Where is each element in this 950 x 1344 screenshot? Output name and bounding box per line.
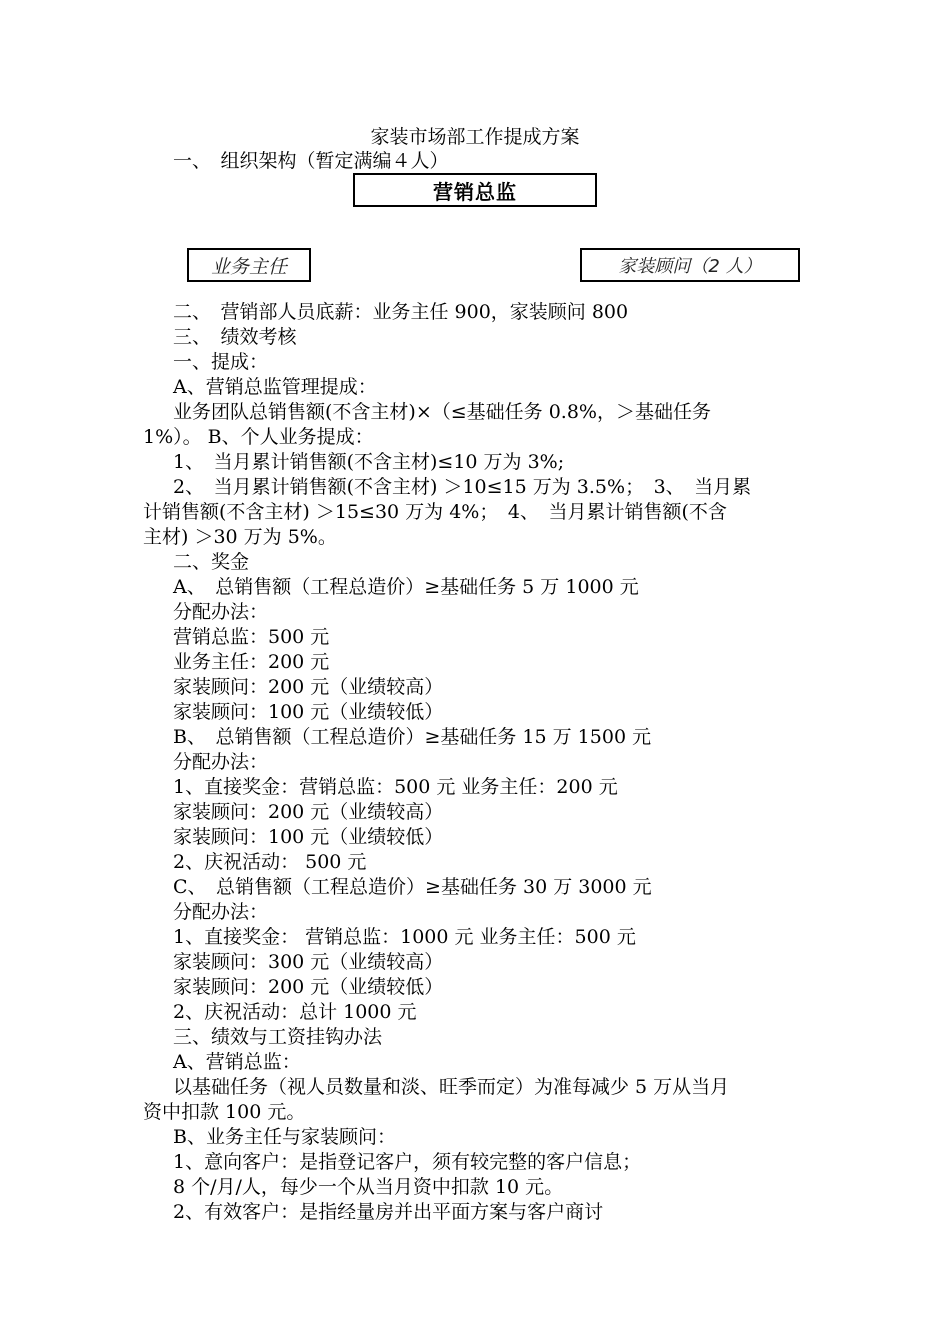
doc-line: 2、 当月累计销售额(不含主材) ＞10≤15 万为 3.5%； 3、 当月累 — [173, 476, 752, 498]
doc-line: 业务团队总销售额(不含主材)×（≤基础任务 0.8%，＞基础任务 — [173, 401, 711, 423]
org-heading: 一、 组织架构（暂定满编４人） — [173, 150, 449, 172]
doc-line: 2、庆祝活动：总计 1000 元 — [173, 1001, 417, 1023]
doc-line: 三、绩效与工资挂钩办法 — [173, 1026, 383, 1048]
doc-line: 资中扣款 100 元。 — [143, 1101, 306, 1123]
org-box-home-consultant: 家装顾问（2 人） — [580, 248, 800, 282]
doc-line: 计销售额(不含主材) ＞15≤30 万为 4%； 4、 当月累计销售额(不含 — [143, 501, 727, 523]
doc-line: 营销总监：500 元 — [173, 626, 330, 648]
doc-line: 2、庆祝活动： 500 元 — [173, 851, 367, 873]
doc-line: 家装顾问：200 元（业绩较低） — [173, 976, 444, 998]
doc-line: 家装顾问：100 元（业绩较低） — [173, 701, 444, 723]
doc-line: 二、奖金 — [173, 551, 250, 573]
doc-line: A、营销总监管理提成： — [173, 376, 377, 398]
doc-line: A、营销总监： — [173, 1051, 301, 1073]
doc-line: B、业务主任与家装顾问： — [173, 1126, 396, 1148]
doc-line: B、 总销售额（工程总造价）≥基础任务 15 万 1500 元 — [173, 726, 652, 748]
doc-line: A、 总销售额（工程总造价）≥基础任务 5 万 1000 元 — [173, 576, 639, 598]
doc-line: 分配办法： — [173, 751, 269, 773]
doc-line: 8 个/月/人，每少一个从当月资中扣款 10 元。 — [173, 1176, 564, 1198]
doc-line: 二、 营销部人员底薪：业务主任 900，家装顾问 800 — [173, 301, 629, 323]
doc-line: 1、直接奖金：营销总监：500 元 业务主任：200 元 — [173, 776, 618, 798]
doc-line: 主材) ＞30 万为 5%。 — [143, 526, 337, 548]
doc-line: 业务主任：200 元 — [173, 651, 330, 673]
doc-line: 家装顾问：200 元（业绩较高） — [173, 676, 444, 698]
doc-line: 家装顾问：300 元（业绩较高） — [173, 951, 444, 973]
org-box-marketing-director: 营销总监 — [353, 173, 597, 207]
org-box-business-supervisor: 业务主任 — [187, 248, 311, 282]
doc-line: 1%）。 B、个人业务提成： — [143, 426, 374, 448]
doc-line: 分配办法： — [173, 601, 269, 623]
doc-line: 2、有效客户：是指经量房并出平面方案与客户商讨 — [173, 1201, 604, 1223]
doc-line: C、 总销售额（工程总造价）≥基础任务 30 万 3000 元 — [173, 876, 652, 898]
doc-line: 一、提成： — [173, 351, 269, 373]
doc-line: 三、 绩效考核 — [173, 326, 297, 348]
doc-line: 1、 当月累计销售额(不含主材)≤10 万为 3%; — [173, 451, 565, 473]
doc-line: 分配办法： — [173, 901, 269, 923]
doc-line: 1、意向客户：是指登记客户，须有较完整的客户信息； — [173, 1151, 642, 1173]
document-title: 家装市场部工作提成方案 — [370, 126, 580, 148]
doc-line: 家装顾问：200 元（业绩较高） — [173, 801, 444, 823]
doc-line: 家装顾问：100 元（业绩较低） — [173, 826, 444, 848]
doc-line: 1、直接奖金： 营销总监：1000 元 业务主任：500 元 — [173, 926, 636, 948]
doc-line: 以基础任务（视人员数量和淡、旺季而定）为准每减少 5 万从当月 — [173, 1076, 730, 1098]
